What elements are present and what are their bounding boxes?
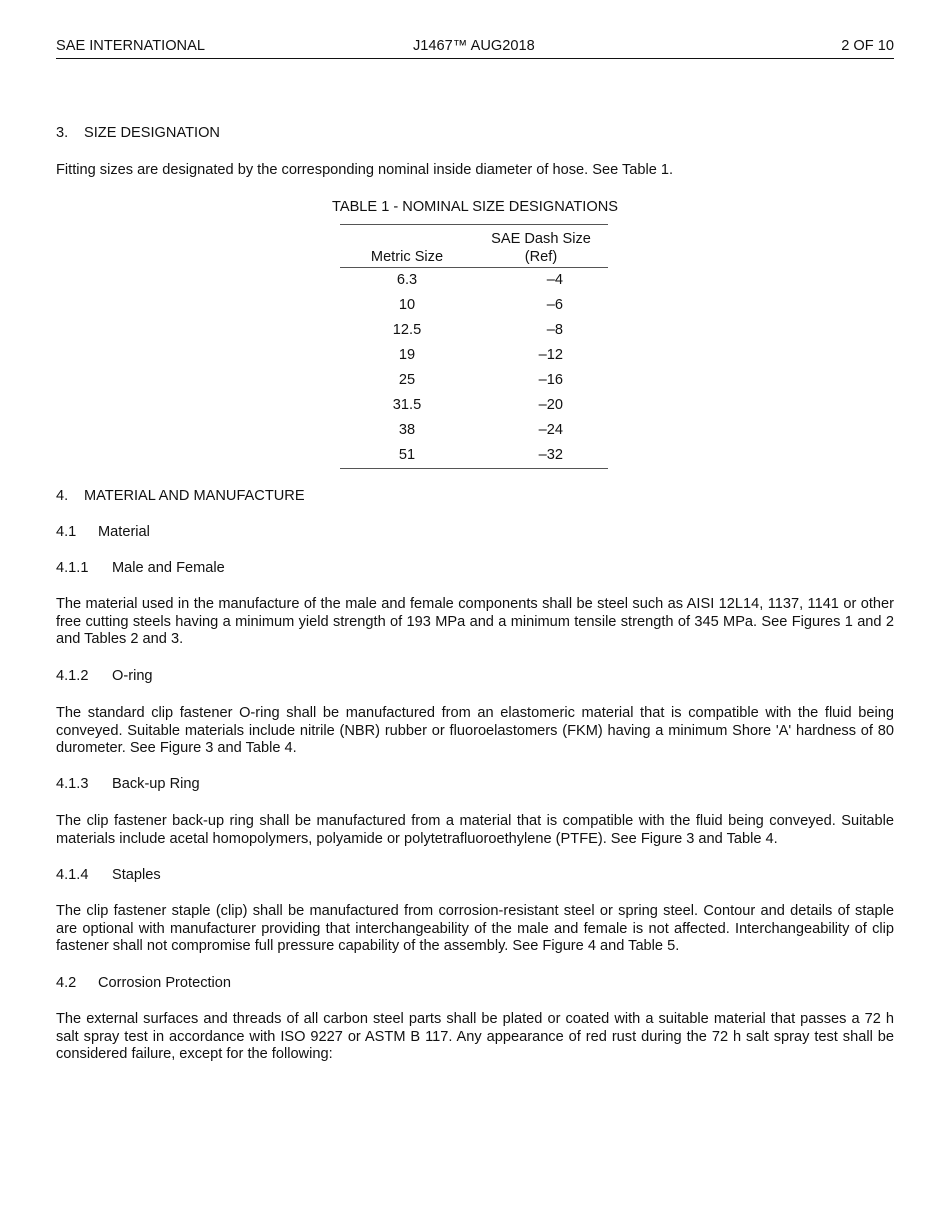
page-header (56, 38, 894, 59)
table-row (340, 443, 608, 469)
section-4-1-3-heading (56, 776, 200, 792)
section-4-1-1-number: 4.1.1 (56, 560, 89, 576)
dash-size-cell: –16 (538, 372, 563, 388)
metric-size-cell: 25 (398, 372, 416, 388)
section-3-text: Fitting sizes are designated by the corresponding nominal inside diameter of hose. See Table 1. (56, 162, 674, 178)
section-4-1-4-title: Staples (112, 867, 161, 883)
section-4-1-1-text: The material used in the manufacture of the male and female components shall be steel such as AISI 12L14, 1137, 1141 or other free cutting steels having a minimum yield strength of 193 MPa and a minimum tensile strength of 345 MPa. See Figures 1 and 2 and Tables 2 and 3. (56, 596, 894, 647)
section-4-1-4-text: The clip fastener staple (clip) shall be manufactured from corrosion-resistant steel or spring steel. Contour and details of staple are optional with manufacturer providing that interchangeability of the male and female is not affected. Interchangeability of clip fastener shall not compromise full pressure capability of the assembly. See Figure 4 and Table 5. (56, 903, 894, 954)
table-1 (340, 224, 608, 469)
header-page-number: 2 OF 10 (841, 38, 894, 54)
section-4-heading (56, 488, 305, 504)
section-4-1-3-number: 4.1.3 (56, 776, 89, 792)
table-row (340, 418, 608, 443)
section-4-2-title: Corrosion Protection (98, 975, 232, 991)
metric-size-cell: 38 (398, 422, 416, 438)
section-4-1-2-title: O-ring (112, 668, 153, 684)
table-row (340, 343, 608, 368)
dash-size-cell: –32 (538, 447, 563, 463)
column-header-dash-size-line1: SAE Dash Size (491, 231, 591, 247)
section-3-heading (56, 125, 220, 141)
dash-size-cell: –24 (538, 422, 563, 438)
section-4-1-4-heading (56, 867, 161, 883)
section-4-1-2-number: 4.1.2 (56, 668, 89, 684)
dash-size-cell: –12 (538, 347, 563, 363)
column-header-metric-size: Metric Size (340, 225, 474, 268)
dash-size-cell: –4 (546, 272, 563, 288)
section-4-1-number: 4.1 (56, 524, 77, 540)
dash-size-cell: –6 (546, 297, 563, 313)
column-header-dash-size-line2: (Ref) (524, 248, 558, 265)
table-row (340, 318, 608, 343)
metric-size-cell: 10 (398, 297, 416, 313)
section-4-1-1-heading (56, 560, 225, 576)
section-4-1-heading (56, 524, 150, 540)
metric-size-cell: 6.3 (396, 272, 418, 288)
section-4-1-3-text: The clip fastener back-up ring shall be manufactured from a material that is compatible with the fluid being conveyed. Suitable materials include acetal homopolymers, polyamide or polytetrafluoroethylene (PTFE). See Figure 3 and Table 4. (56, 813, 894, 847)
section-3-title: SIZE DESIGNATION (84, 125, 220, 141)
section-4-title: MATERIAL AND MANUFACTURE (84, 488, 305, 504)
metric-size-cell: 19 (398, 347, 416, 363)
section-4-2-number: 4.2 (56, 975, 77, 991)
dash-size-cell: –8 (546, 322, 563, 338)
table-row (340, 393, 608, 418)
table-row (340, 293, 608, 318)
table-row (340, 268, 608, 294)
section-4-1-2-heading (56, 668, 153, 684)
table-1-title: TABLE 1 - NOMINAL SIZE DESIGNATIONS (332, 199, 618, 215)
metric-size-cell: 31.5 (392, 397, 422, 413)
column-header-dash-size (474, 225, 608, 268)
section-4-1-4-number: 4.1.4 (56, 867, 89, 883)
metric-size-cell: 12.5 (392, 322, 422, 338)
table-header-row (340, 225, 608, 268)
header-publisher: SAE INTERNATIONAL (56, 38, 205, 54)
dash-size-cell: –20 (538, 397, 563, 413)
section-4-2-text: The external surfaces and threads of all carbon steel parts shall be plated or coated with a suitable material that passes a 72 h salt spray test in accordance with ISO 9227 or ASTM B 117. Any appearance of red rust during the 72 h salt spray test shall be considered failure, except for the following: (56, 1011, 894, 1062)
section-3-number: 3. (56, 125, 69, 141)
metric-size-cell: 51 (340, 443, 474, 469)
section-4-1-title: Material (98, 524, 150, 540)
section-4-1-2-text: The standard clip fastener O-ring shall be manufactured from an elastomeric material that is compatible with the fluid being conveyed. Suitable materials include nitrile (NBR) rubber or fluoroelastomers (FKM) having a minimum Shore 'A' hardness of 80 durometer. See Figure 3 and Table 4. (56, 705, 894, 756)
section-4-2-heading (56, 975, 231, 991)
section-4-number: 4. (56, 488, 69, 504)
header-document-id: J1467™ AUG2018 (413, 38, 535, 54)
section-4-1-1-title: Male and Female (112, 560, 225, 576)
table-row (340, 368, 608, 393)
section-4-1-3-title: Back-up Ring (112, 776, 200, 792)
